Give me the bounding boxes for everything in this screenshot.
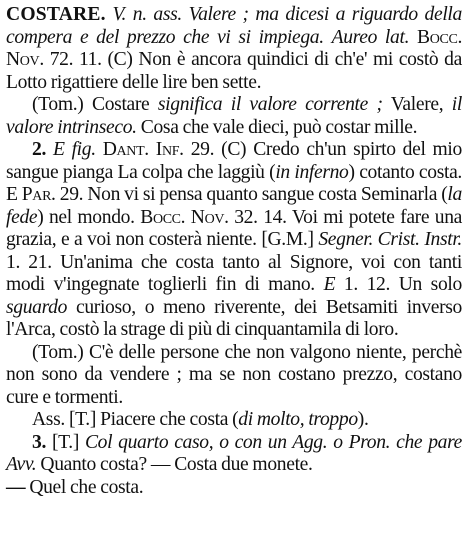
source-tag: (Tom.) (32, 341, 84, 363)
note-italic: significa il valore corrente ; (157, 94, 383, 115)
source-tag: (C) (221, 139, 247, 160)
example-text: Quanto costa? — Costa due monete. (40, 454, 313, 475)
gloss: in inferno (275, 161, 349, 183)
citation-text: Non vi si pensa quanto sangue costa Seminarla ( (87, 184, 448, 205)
definition: Valere ; ma dicesi a riguardo della compera e del prezzo che vi si impiega. (6, 4, 462, 48)
sense-3 (6, 432, 462, 500)
citation-source: Bocc. Nov. 32. 14. (140, 206, 287, 228)
note-text: Valere, (390, 94, 444, 115)
sense-definition: Col quarto caso, o con un Agg. o Pron. che pare Avv. (6, 431, 462, 475)
usage-text: ). (357, 409, 369, 430)
note-italic: il valore intrinseco. (6, 94, 462, 138)
sense-2 (6, 139, 462, 342)
citation-text: 1. 12. (343, 274, 391, 295)
em-dash: — (6, 476, 26, 498)
citation-text: Voi mi potete fare una grazia, e a voi non costerà niente. (6, 206, 462, 250)
etymology-note: Aureo lat. (331, 26, 410, 48)
citation-source: Dant. Inf. 29. (102, 139, 215, 160)
citation-source: E Par. 29. (6, 184, 84, 205)
citation-source: E (323, 274, 336, 295)
citation-text: Un solo (398, 274, 462, 295)
ass-usage (6, 409, 462, 432)
source-tag: [G.M.] (261, 229, 314, 250)
source-tag: [T.] (51, 431, 79, 453)
gloss: sguardo (6, 296, 68, 318)
note-text: C'è delle persone che non valgono niente, perchè non sono da vendere ; ma se non costano prezzo, costano cure e tormenti. (6, 341, 462, 408)
note-text: Costare (92, 94, 150, 115)
citation-source: Segner. Crist. Instr. (318, 229, 462, 250)
note-text: Cosa che vale dieci, può costar mille. (140, 116, 418, 138)
source-tag: (Tom.) (32, 94, 84, 115)
citation-source: Bocc. Nov. 72. 11. (6, 26, 462, 70)
tommaseo-note-2 (6, 342, 462, 410)
entry-costare (6, 4, 462, 94)
headword: COSTARE. (6, 4, 106, 25)
gloss: la fede (6, 184, 462, 228)
gloss: di molto, troppo (238, 409, 358, 430)
usage-label: Ass. (32, 409, 65, 430)
citation-text: ) nel mondo. (37, 206, 135, 228)
sense-label: E fig. (52, 139, 96, 160)
citation-text: 1. 21. Un'anima che costa tanto al Signore, voi con tanti modi v'ingegnate toglierli fin di mano. (6, 251, 462, 295)
citation-text: Credo ch'un spirto del mio sangue pianga La colpa che laggiù ( (6, 139, 462, 183)
citation-text: ) cotanto costa. (348, 161, 462, 183)
citation-text: curioso, o meno riverente, dei Betsamiti inverso l'Arca, costò la strage di più di cinquantamila di loro. (6, 296, 462, 340)
source-tag: [T.] (68, 409, 97, 430)
sense-number: 3. (32, 431, 46, 453)
sense-number: 2. (32, 139, 46, 160)
example-text: Quel che costa. (29, 476, 144, 498)
tommaseo-note-1 (6, 94, 462, 139)
usage-text: Piacere che costa ( (100, 409, 239, 430)
source-tag: (C) (107, 49, 133, 70)
part-of-speech: V. n. ass. (112, 4, 182, 25)
citation-text: Non è ancora quindici di ch'e' mi costò da Lotto rigattiere delle lire ben sette. (6, 49, 462, 93)
